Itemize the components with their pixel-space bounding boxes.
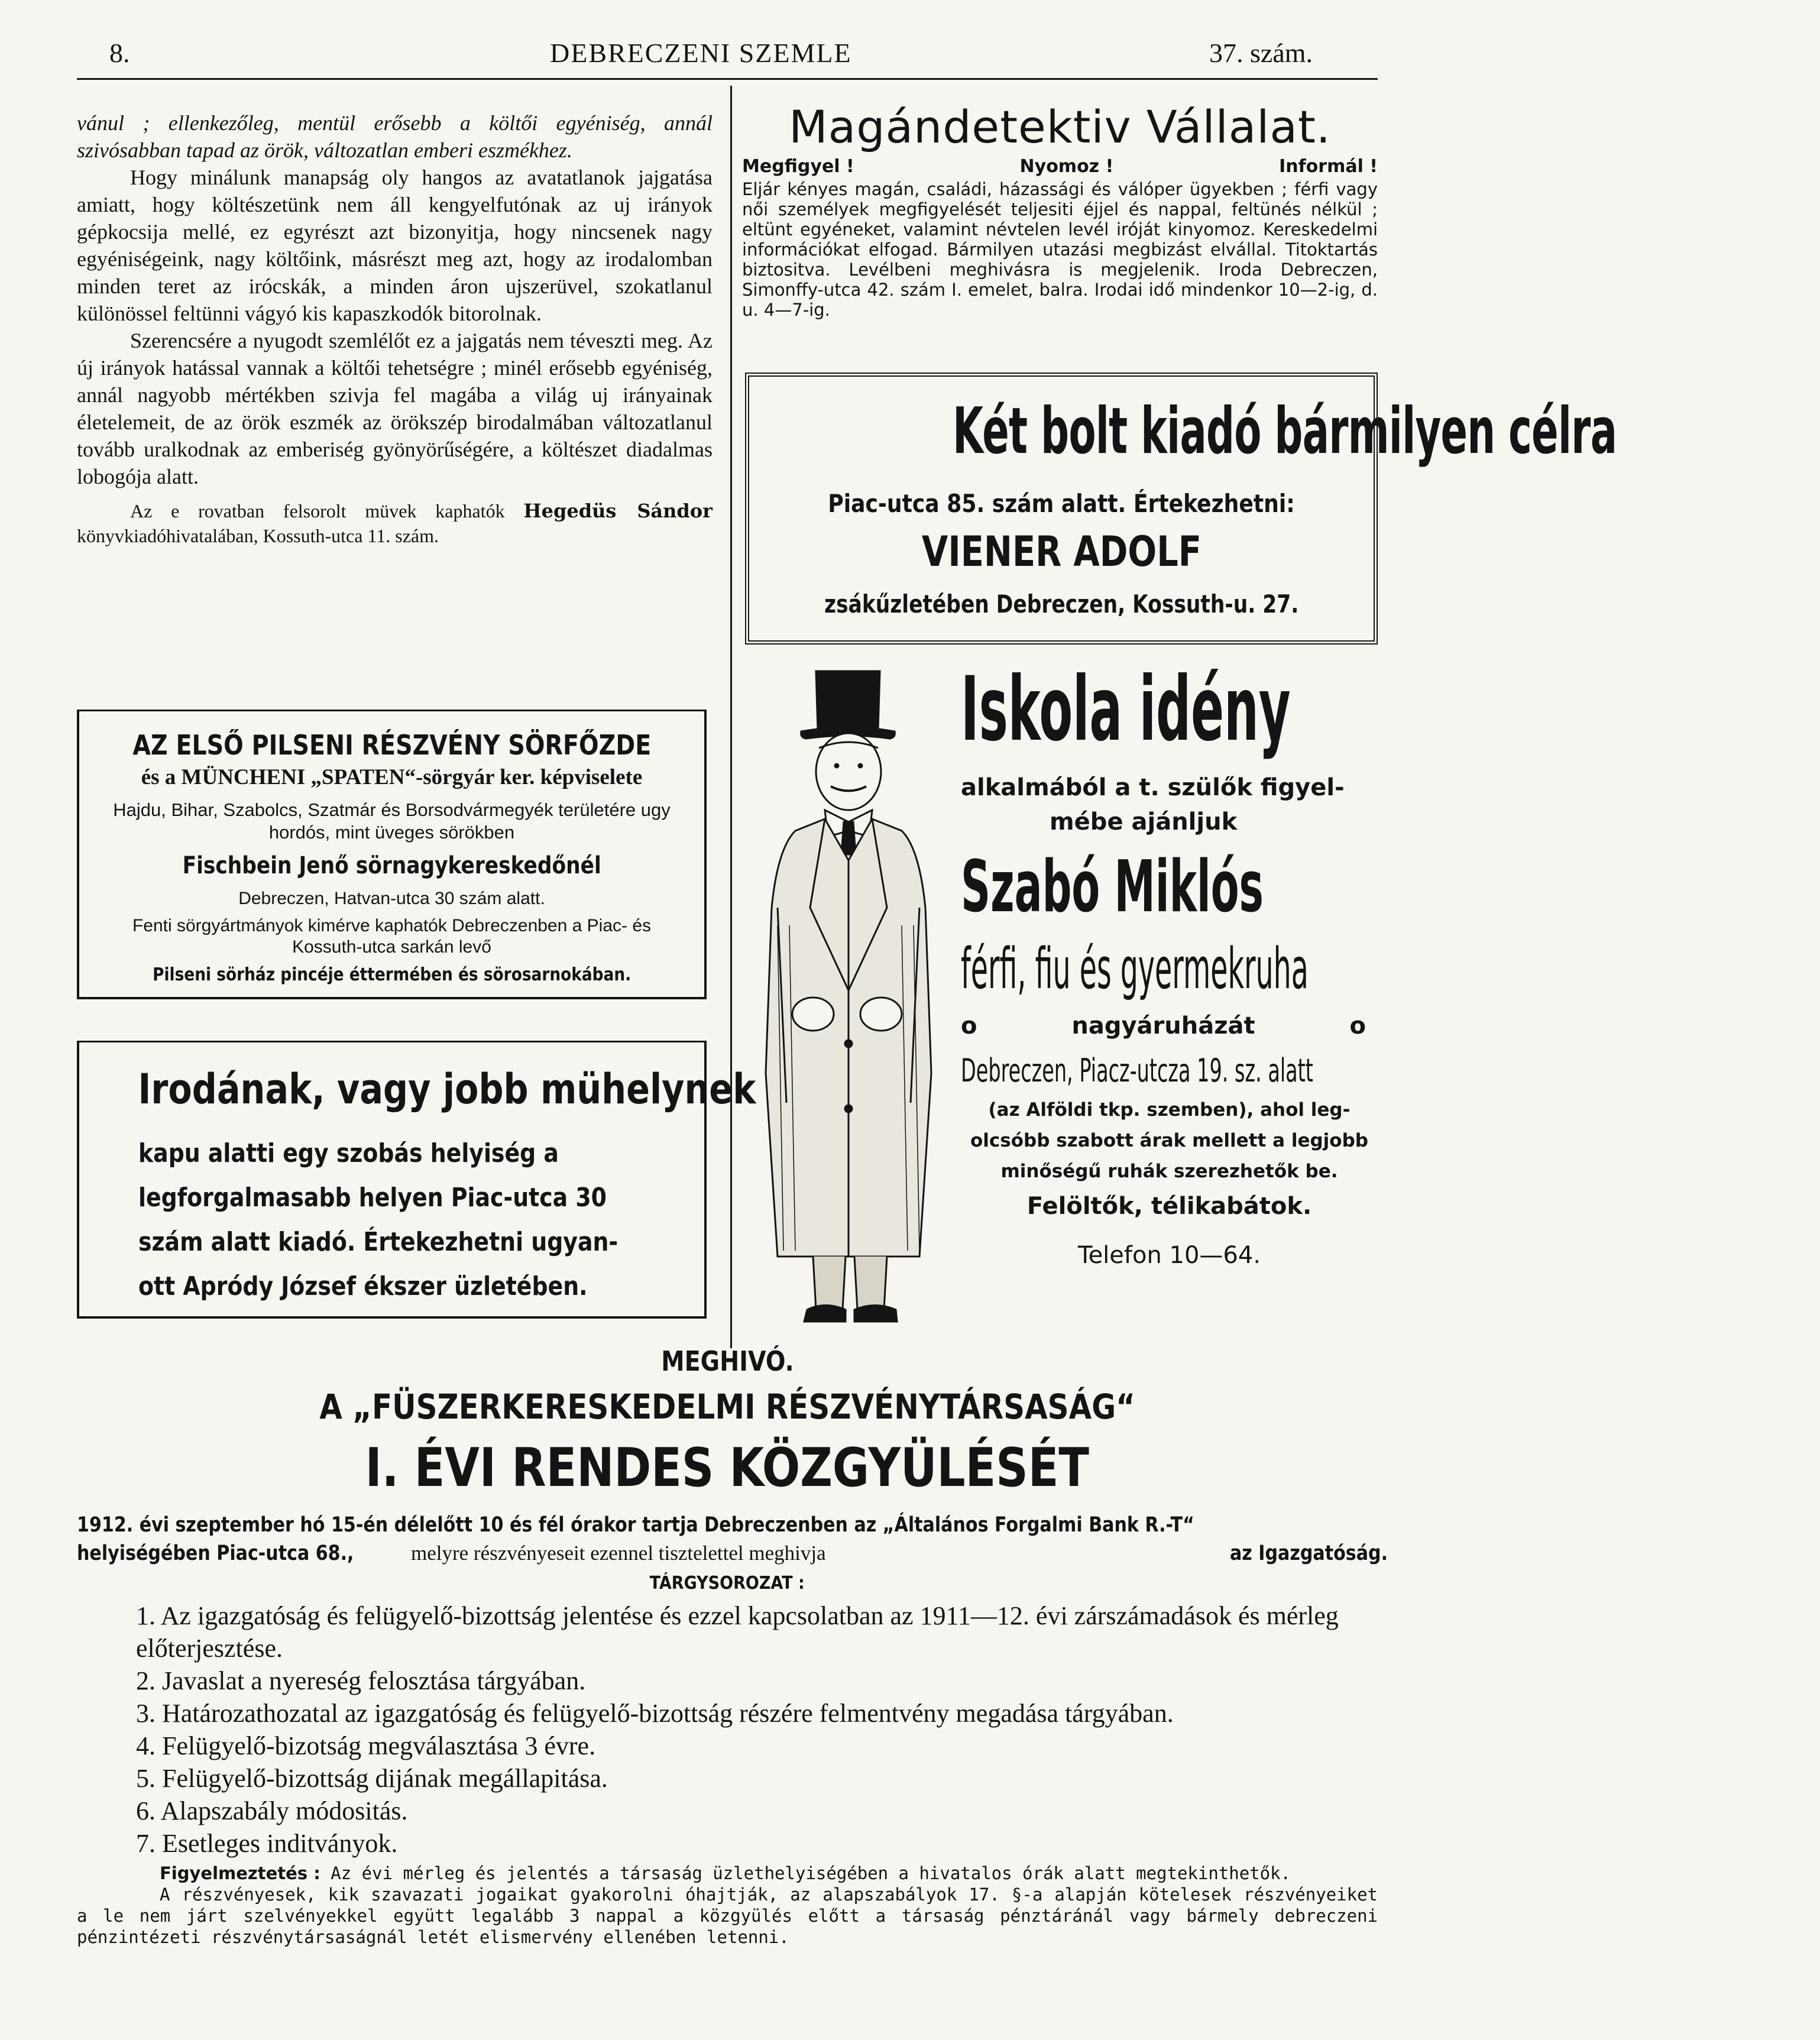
shops-address: Piac-utca 85. szám alatt. Értekezhetni: (828, 489, 1295, 518)
header-rule (77, 78, 1378, 80)
article (77, 109, 713, 548)
school-store: nagyáruházát (1071, 1012, 1255, 1040)
school-clothing: férfi, fiu és gyermekruha (961, 937, 1309, 1002)
ornament: o (1349, 1012, 1366, 1040)
page-number: 8. (109, 38, 130, 68)
ad-office (77, 1041, 756, 1319)
detective-word: Informál ! (1279, 156, 1378, 177)
detective-word: Nyomoz ! (1019, 156, 1114, 177)
warning-label: Figyelmeztetés : (160, 1863, 320, 1883)
gentleman-illustration (742, 659, 967, 1339)
agenda-item: 6. Alapszabály módositás. (136, 1796, 408, 1825)
beer-pub: Pilseni sörház pincéje éttermében és sörosarnokában. (152, 964, 632, 985)
ad-beer (77, 710, 707, 999)
meeting-signature: az Igazgatóság. (1230, 1542, 1388, 1565)
issue-number: 37. szám. (1209, 38, 1313, 68)
agenda-title: TÁRGYSOROZAT : (649, 1573, 805, 1594)
shops-location: zsákűzletében Debreczen, Kossuth-u. 27. (824, 590, 1299, 619)
detective-word: Megfigyel ! (742, 156, 854, 177)
meeting-title: I. ÉVI RENDES KÖZGYÜLÉSÉT (365, 1437, 1090, 1499)
journal-title: DEBRECZENI SZEMLE (550, 38, 852, 68)
school-line: minőségű ruhák szerezhetők be. (1000, 1161, 1338, 1182)
agenda-item: 4. Felügyelő-bizotság megválasztása 3 évre. (136, 1731, 596, 1760)
school-address: Debreczen, Piacz-utcza 19. sz. alatt (961, 1052, 1313, 1089)
beer-region: Hajdu, Bihar, Szabolcs, Szatmár és Borsodvármegyék területére ugy hordós, mint üveges sörökben (113, 799, 671, 843)
school-line: alkalmából a t. szülők figyel- (961, 774, 1345, 801)
column-divider (730, 86, 732, 1348)
agenda-item: 1. Az igazgatóság és felügyelő-bizottság jelentése és ezzel kapcsolatban az 1911—12. évi zárszámadások és mérleg előterjesztése. (136, 1601, 1339, 1663)
beer-outlet: Fenti sörgyártmányok kimérve kaphatók Debreczenben a Piac- és Kossuth-utca sarkán levő (132, 916, 652, 957)
ad-school (961, 659, 1378, 1279)
office-title: Irodának, vagy jobb mühelynek (138, 1065, 756, 1113)
warning-text: Az évi mérleg és jelentés a társaság üzlethelyiségében a hivatalos órák alatt megtekinthetők. (320, 1863, 1291, 1883)
meeting-details (77, 1511, 1388, 1568)
beer-spaten: és a MÜNCHENI „SPATEN“-sörgyár ker. képviselete (141, 765, 643, 789)
ornament: o (961, 1012, 977, 1040)
article-paragraph: Hogy minálunk manapság oly hangos az avatatlanok jajgatása amiatt, hogy költészetünk nem áll kengyelfutónak az uj irányok gépkocsija mellé, ez egyrészt azt bizonyitja, hogy nincsenek nagy egyéniségeink, nagy költőink, másrészt meg azt, hogy az irodalomban minden teret az irócskák, a minden áron ujszerüvel, szokatlanul különössel feltünni vágyó kis kapaszkodók bitorolnak. (77, 166, 713, 325)
school-line: mébe ajánljuk (1050, 808, 1238, 836)
shops-title: Két bolt kiadó bármilyen célra (953, 394, 1617, 468)
meeting-date: 1912. évi szeptember hó 15-én délelőtt 10 és fél órakor tartja Debreczenben az „Általános Forgalmi Bank R.-T“ (77, 1513, 1194, 1537)
agenda-list (136, 1599, 1378, 1860)
detective-title: Magándetektiv Vállalat. (789, 101, 1331, 153)
detective-text: Eljár kényes magán, családi, házassági és válóper ügyekben ; férfi vagy női személyek megfigyelését teljesiti éjjel és nappal, feltünés nélkül ; eltünt egyéneket, valamint névtelen levél iróját kinyomoz. Kereskedelmi információkat elfogad. Bármilyen utazási megbizást elvállal. Titoktartás biztositva. Levélbeni meghivásra is megjelenik. Iroda Debreczen, Simonffy-utca 42. szám I. emelet, balra. Irodai idő mindenkor 10—2-ig, d. u. 4—7-ig. (742, 179, 1378, 320)
ad-shops (745, 373, 1617, 645)
beer-address: Debreczen, Hatvan-utca 30 szám alatt. (238, 889, 545, 908)
school-line: (az Alföldi tkp. szemben), ahol leg- (988, 1099, 1351, 1121)
meeting-venue: helyiségében Piac-utca 68., (77, 1542, 354, 1565)
article-paragraph: Szerencsére a nyugodt szemlélőt ez a jajgatás nem téveszti meg. Az új irányok hatással vannak a költői tehetségre ; minél erősebb egyéniség, annál nagyobb mértékben szivja fel magába a világ uj irányainak életelemeit, de az örök eszmék az örökszép birodalmában változatlanul tovább uralkodnak az emberiség gyönyörűségére, a költészet diadalmas lobogója alatt. (77, 329, 713, 488)
article-note: Az e rovatban felsorolt müvek kaphatók Hegedüs Sándor könyvkiadóhivatalában, Kossuth-utca 11. szám. (77, 500, 713, 546)
office-line: ott Apródy József ékszer üzletében. (138, 1271, 588, 1301)
meeting-invite: MEGHIVÓ. (660, 1345, 794, 1377)
agenda-item: 7. Esetleges inditványok. (136, 1829, 398, 1858)
ad-detective (742, 101, 1378, 320)
meeting-company: A „FÜSZERKERESKEDELMI RÉSZVÉNYTÁRSASÁG“ (319, 1387, 1135, 1427)
agenda-item: 2. Javaslat a nyereség felosztása tárgyában. (136, 1666, 586, 1695)
school-phone: Telefon 10—64. (1077, 1242, 1261, 1269)
office-line: kapu alatti egy szobás helyiség a (138, 1138, 559, 1168)
meeting-invitation-text: melyre részvényeseit ezennel tisztelettel meghivja (411, 1542, 826, 1565)
meeting-warning (77, 1863, 1378, 1948)
school-line: olcsóbb szabott árak mellett a legjobb (970, 1130, 1368, 1151)
school-title: Iskola idény (961, 658, 1291, 761)
article-paragraph: vánul ; ellenkezőleg, mentül erősebb a költői egyéniség, annál szivósabban tapad az örök, változatlan emberi eszmékhez. (77, 111, 713, 162)
office-line: legforgalmasabb helyen Piac-utca 30 (138, 1183, 607, 1213)
school-merchant: Szabó Miklós (961, 846, 1264, 928)
warning-text: A részvényesek, kik szavazati jogaikat gyakorolni óhajtják, az alapszabályok 17. §-a alapján kötelesek részvényeiket a le nem járt szelvényekkel együtt legalább 3 nappal a közgyülés előtt a társaság pénztáránál vagy bármely debreczeni pénzintézeti részvénytársaságnál letét elismervény ellenében letenni. (77, 1884, 1378, 1947)
beer-dealer: Fischbein Jenő sörnagykereskedőnél (182, 852, 601, 879)
agenda-item: 3. Határozathozatal az igazgatóság és felügyelő-bizottság részére felmentvény megadása tárgyában. (136, 1699, 1174, 1728)
school-coats: Felöltők, télikabátok. (1026, 1193, 1312, 1220)
shops-owner: VIENER ADOLF (921, 527, 1202, 576)
beer-brewery: AZ ELSŐ PILSENI RÉSZVÉNY SÖRFŐZDE (132, 729, 651, 761)
agenda-item: 5. Felügyelő-bizottság dijának megállapitása. (136, 1764, 608, 1793)
office-line: szám alatt kiadó. Értekezhetni ugyan- (138, 1227, 618, 1257)
